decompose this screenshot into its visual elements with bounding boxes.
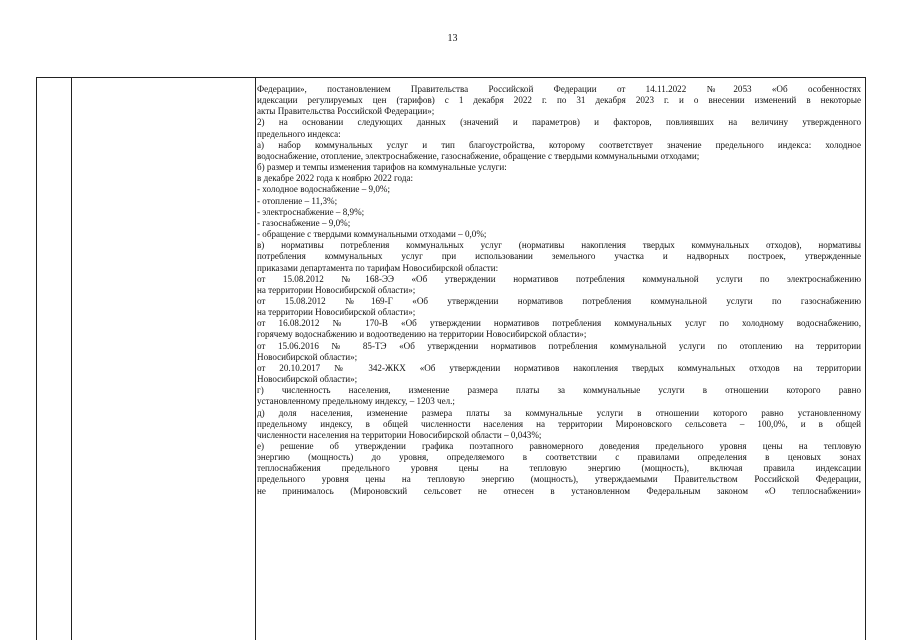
text-line: Новосибирской области»;	[257, 374, 358, 385]
text-line: установленному предельному индексу, – 1203 чел.;	[257, 396, 455, 407]
text-line: численности населения на территории Новосибирской области – 0,043%;	[257, 429, 542, 440]
text-line: г) численность населения, изменение размера платы за коммунальные услуги в отношении которого равно	[257, 385, 861, 396]
text-line: от 16.08.2012 № 170-В «Об утверждении нормативов потребления коммунальных услуг по холодному водоснабжению,	[257, 318, 861, 329]
text-line: в декабре 2022 года к ноябрю 2022 года:	[257, 173, 414, 184]
text-line: от 15.08.2012 №169-Г «Об утверждении нормативов потребления коммунальной услуги по газоснабжению	[257, 295, 861, 306]
table-cell-text	[257, 84, 861, 497]
content-table	[36, 77, 866, 640]
text-line: - газоснабжение – 9,0%;	[257, 217, 351, 228]
page-number: 13	[447, 33, 458, 44]
text-line: не принималось (Мироновский сельсовет не отнесен в установленном Федеральным законом «О теплоснабжении»	[257, 485, 861, 496]
text-line: энергию (мощность) до уровня, определяемого в соответствии с правилами определения в ценовых зонах	[257, 452, 861, 463]
column-divider-1	[71, 78, 72, 640]
text-line: предельному индексу, в общей численности населения на территории Мироновского сельсовета – 100,0%, и в общей	[257, 418, 861, 429]
text-line: Новосибирской области»;	[257, 351, 358, 362]
text-line: приказами департамента по тарифам Новосибирской области:	[257, 262, 499, 273]
text-line: потребления коммунальных услуг при использовании земельного участка и надворных построек, утвержденные	[257, 251, 861, 262]
text-line: 2) на основании следующих данных (значений и параметров) и факторов, повлиявших на величину утвержденного	[257, 117, 861, 128]
text-line: идексации регулируемых цен (тарифов) с 1 декабря 2022 г. по 31 декабря 2023 г. и о внесении изменений в некоторые	[257, 95, 861, 106]
text-line: горячему водоснабжению и водоотведению на территории Новосибирской области»;	[257, 329, 587, 340]
text-line: на территории Новосибирской области»;	[257, 307, 416, 318]
text-line: д) доля населения, изменение размера платы за коммунальные услуги в отношении которого равно установленному	[257, 407, 861, 418]
column-divider-2	[255, 78, 256, 640]
text-line: на территории Новосибирской области»;	[257, 284, 416, 295]
text-line: теплоснабжения предельного уровня цены на тепловую энергию (мощность), включая правила индексации	[257, 463, 861, 474]
text-line: предельного индекса:	[257, 128, 341, 139]
text-line: - отопление – 11,3%;	[257, 195, 338, 206]
text-line: от 15.06.2016 № 85-ТЭ «Об утверждении нормативов потребления коммунальной услуги по отоплению на территории	[257, 340, 861, 351]
text-line: а) набор коммунальных услуг и тип благоустройства, которому соответствует значение предельного индекса: холодное	[257, 139, 861, 150]
text-line: акты Правительства Российской Федерации»;	[257, 106, 435, 117]
text-line: в) нормативы потребления коммунальных услуг (нормативы накопления твердых коммунальных отходов), нормативы	[257, 240, 861, 251]
text-line: от 15.08.2012 №168-ЭЭ «Об утверждении нормативов потребления коммунальной услуги по электроснабжению	[257, 273, 861, 284]
text-line: водоснабжение, отопление, электроснабжение, газоснабжение, обращение с твердыми коммунальными отходами;	[257, 150, 700, 161]
text-line: от 20.10.2017 № 342-ЖКХ «Об утверждении нормативов накопления твердых коммунальных отходов на территории	[257, 362, 861, 373]
text-line: е) решение об утверждении графика поэтапного равномерного доведения предельного уровня цены на тепловую	[257, 441, 861, 451]
text-line: - холодное водоснабжение – 9,0%;	[257, 184, 390, 195]
text-line: Федерации», постановлением Правительства Российской Федерации от 14.11.2022 №2053 «Об особенностях	[257, 84, 861, 94]
text-line: - электроснабжение – 8,9%;	[257, 206, 365, 217]
text-line: предельного уровня цены на тепловую энергию (мощность), утверждаемыми Правительством Российской Федерации,	[257, 474, 861, 485]
text-line: - обращение с твердыми коммунальными отходами – 0,0%;	[257, 229, 487, 240]
text-line: б) размер и темпы изменения тарифов на коммунальные услуги:	[257, 162, 507, 173]
